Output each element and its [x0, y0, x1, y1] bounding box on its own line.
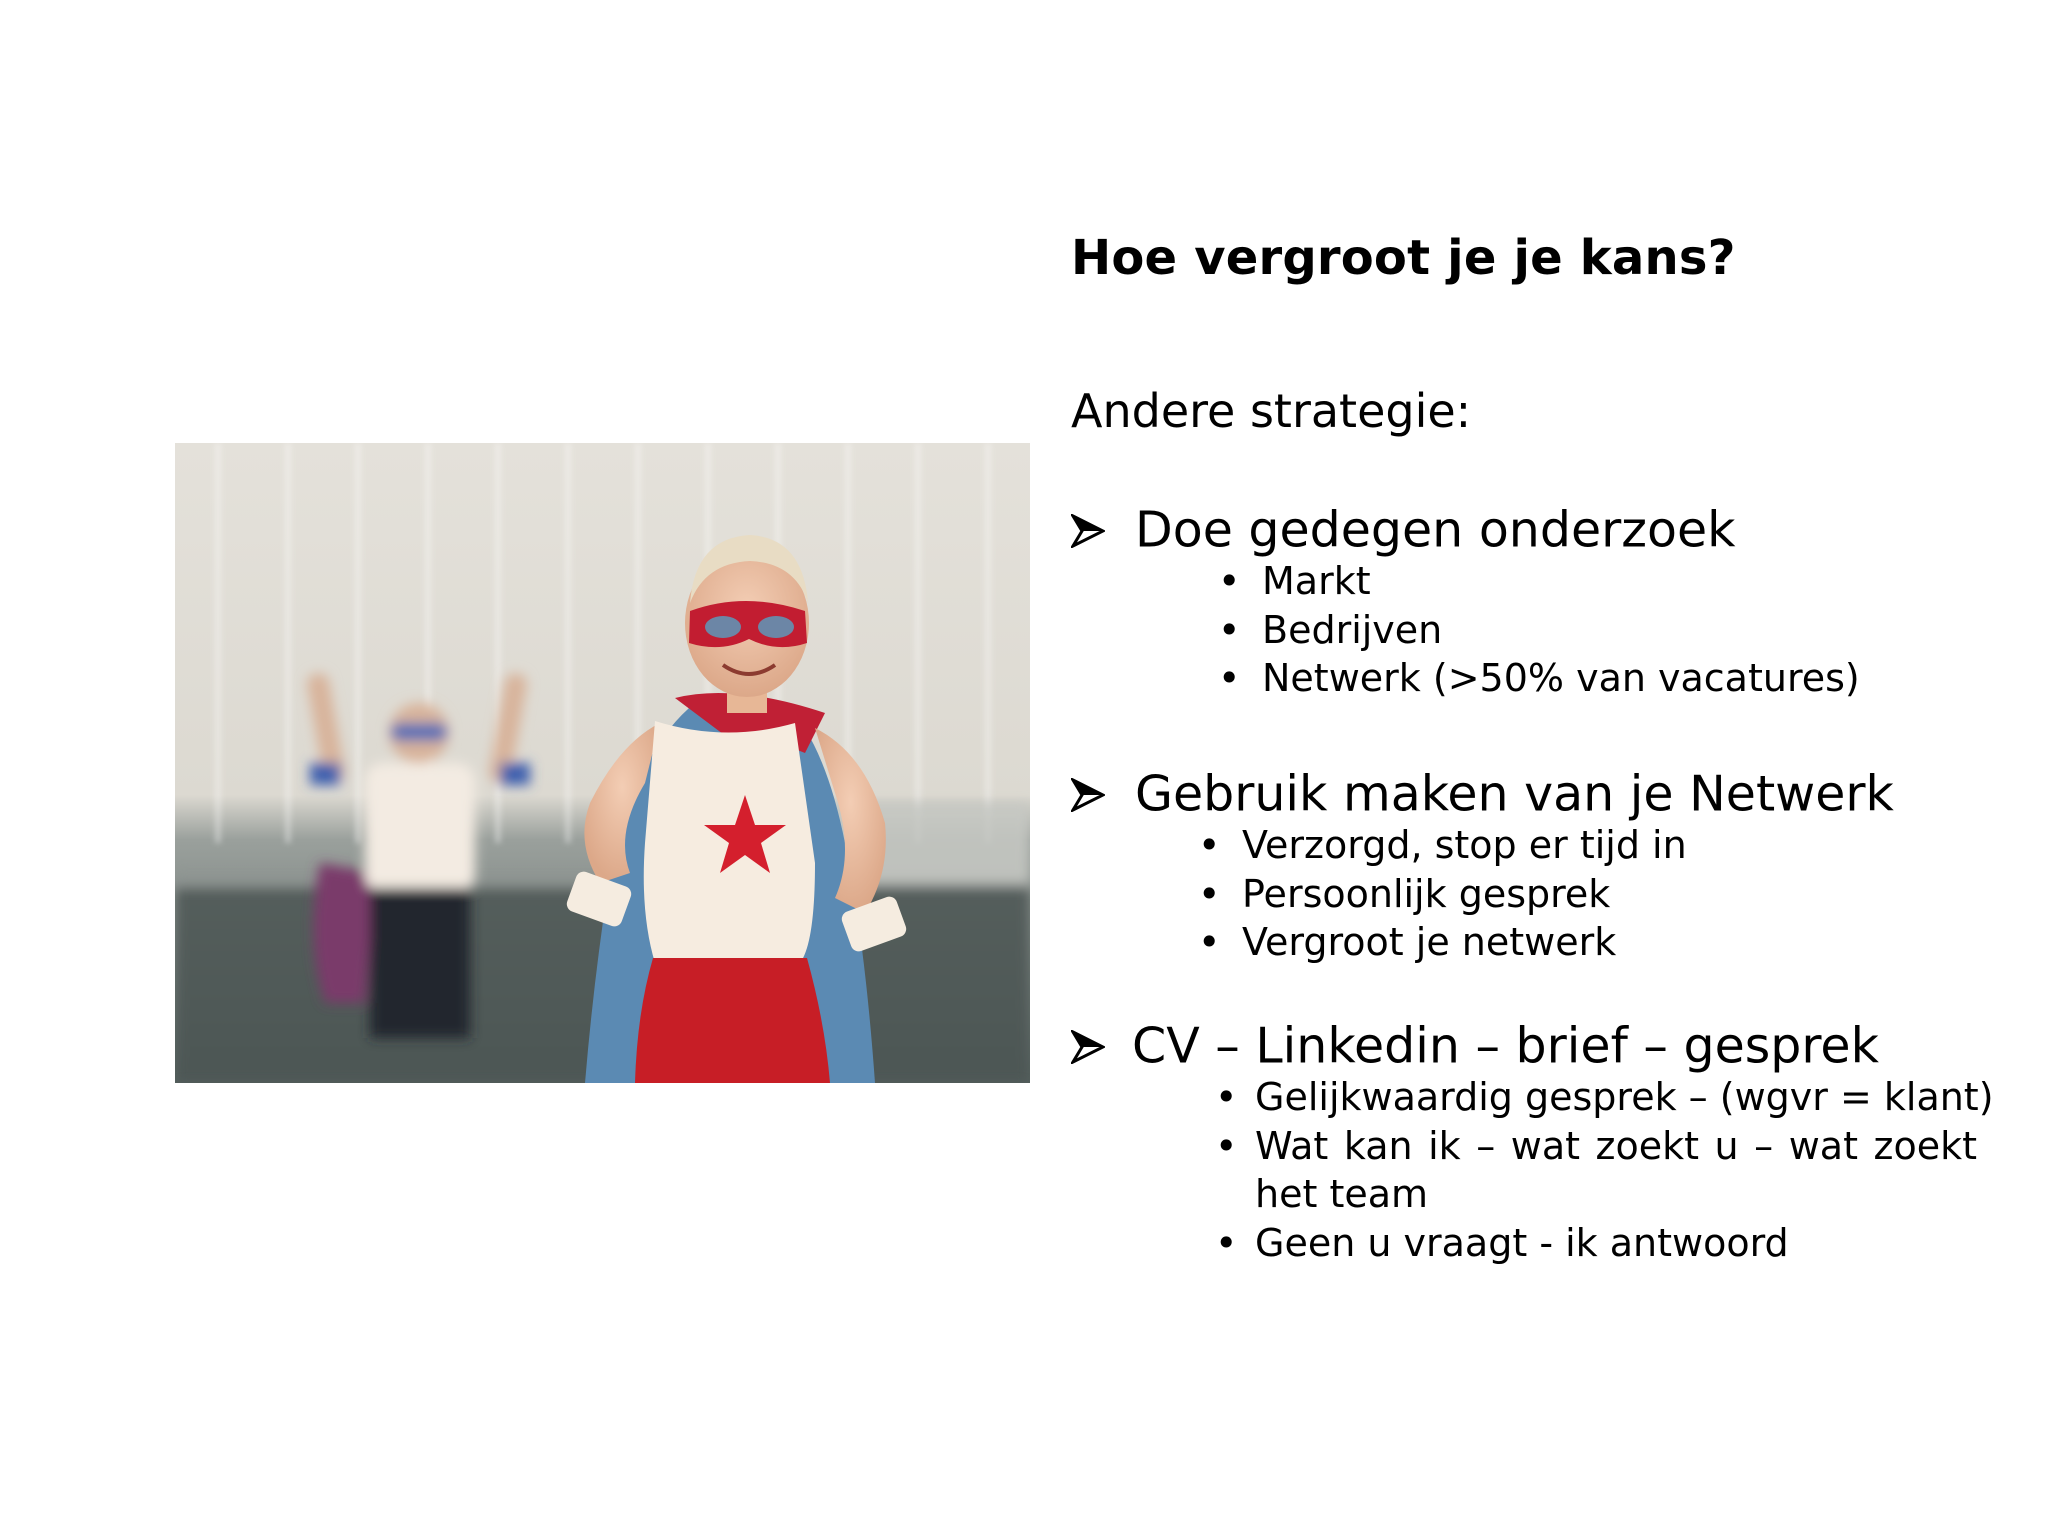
arrow-bullet-icon — [1071, 778, 1135, 812]
research-list — [1218, 557, 1860, 703]
arrow-bullet-icon — [1071, 1030, 1132, 1064]
list-item: • Gelijkwaardig gesprek – (wgvr = klant) — [1215, 1075, 1994, 1119]
list-item: • Markt — [1218, 559, 1371, 603]
slide-title: Hoe vergroot je je kans? — [1071, 230, 1736, 286]
arrow-bullet-icon — [1071, 514, 1135, 548]
section-heading: Gebruik maken van je Netwerk — [1135, 765, 1894, 823]
list-item: • Vergroot je netwerk — [1198, 920, 1617, 964]
superhero-child-photo — [175, 443, 1030, 1083]
section-heading: Doe gedegen onderzoek — [1135, 501, 1736, 559]
list-item: • Wat kan ik – wat zoekt u – wat zoekt het team — [1215, 1123, 1977, 1216]
section-heading: CV – Linkedin – brief – gesprek — [1132, 1017, 1879, 1075]
list-item: • Geen u vraagt - ik antwoord — [1215, 1220, 1789, 1265]
strategy-subtitle: Andere strategie: — [1071, 384, 1472, 438]
section-application — [1071, 1014, 1879, 1077]
list-item: • Netwerk (>50% van vacatures) — [1218, 656, 1860, 700]
section-research — [1071, 498, 1735, 561]
application-list — [1215, 1073, 1994, 1267]
list-item: • Bedrijven — [1218, 607, 1443, 652]
list-item: • Persoonlijk gesprek — [1198, 871, 1611, 916]
network-list — [1198, 821, 1687, 967]
section-network — [1071, 762, 1894, 825]
list-item: • Verzorgd, stop er tijd in — [1198, 823, 1687, 867]
superhero-photo — [175, 443, 1030, 1083]
